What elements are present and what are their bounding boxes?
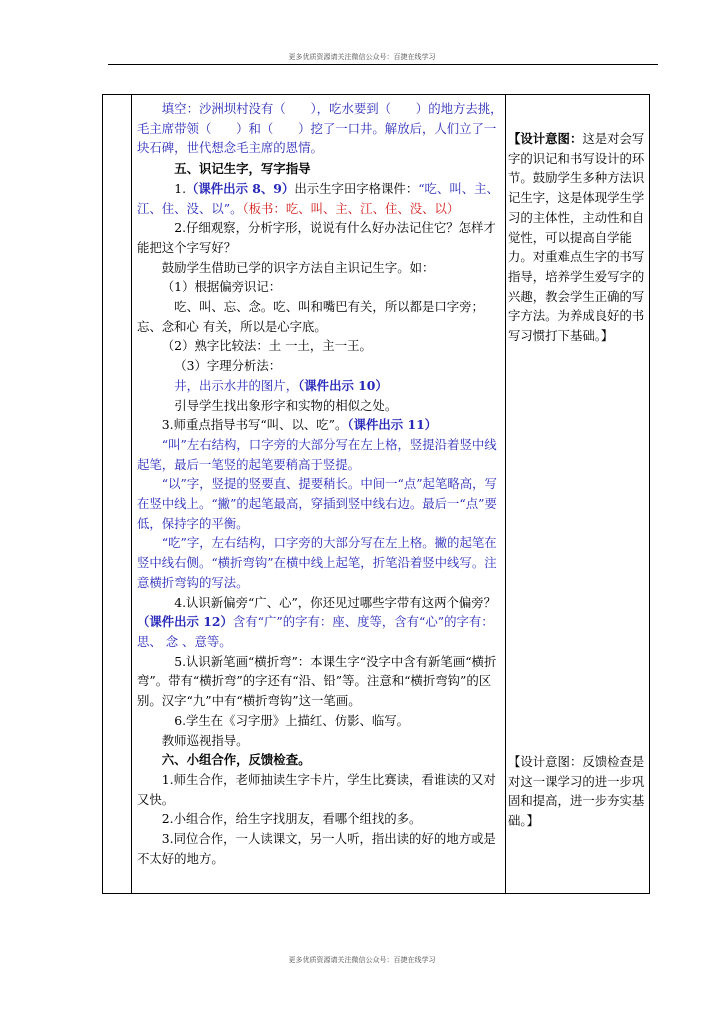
group-work-3: 3.同位合作，一人读课文，另一人听，指出读的好的地方或是不太好的地方。 — [137, 831, 496, 866]
step-1-chars: “吃、叫、主、江、住、没、以”。 — [137, 180, 499, 216]
step-1-board: （板书：吃、叫、主、江、住、没、以） — [242, 200, 460, 216]
writing-guide-yi: “以”字，竖提的竖要直、提要稍长。中间一“点”起笔略高，写在竖中线上。“撇”的起笔最高，穿插到竖中线右边。最后一“点”要 低，保持字的平衡。 — [137, 476, 497, 531]
fill-blank-exercise: 填空：沙洲坝村没有（ ），吃水要到（ ）的地方去挑，毛主席带领（ ）和（ ）挖了一口井。解放后，人们立了一块石碑，世代想念毛主席的恩情。 — [137, 101, 503, 156]
writing-guide-chi: “吃”字，左右结构，口字旁的大部分写在左上格。撇的起笔在竖中线右侧。“横折弯钩”在横中线上起笔，折笔沿着竖中线写。注意横折弯钩的写法。 — [137, 535, 497, 590]
writing-guide-jiao: “叫”左右结构，口字旁的大部分写在左上格，竖提沿着竖中线起笔，最后一笔竖的起笔要稍高于竖提。 — [137, 436, 497, 472]
method-3-courseware: （课件出示 10） — [298, 377, 388, 393]
method-1-title: （1）根据偏旁识记： — [161, 279, 282, 295]
design-intent-note-2-text: 【设计意图：反馈检查是对这一课学习的进一步巩固和提高，进一步夯实基础。】 — [508, 754, 645, 829]
step-3-text: 3.师重点指导书写“叫、以、吃”。 — [161, 417, 348, 433]
method-3-title: （3）字理分析法： — [174, 358, 282, 374]
step-2-encourage: 鼓励学生借助已学的识字方法自主识记生字。如： — [161, 259, 435, 275]
column-divider-left — [131, 95, 132, 893]
page-header: 更多优质资源请关注微信公众号：百捷在线学习 — [288, 53, 436, 61]
group-work-2: 2.小组合作，给生字找朋友，看哪个组找的多。 — [161, 811, 422, 827]
design-intent-label: 【设计意图： — [508, 131, 583, 146]
method-3-text: 井，出示水井的图片， — [174, 377, 299, 393]
section-5-title: 五、识记生字，写字指导 — [174, 161, 311, 177]
page-footer: 更多优质资源请关注微信公众号：百捷在线学习 — [288, 956, 436, 964]
design-intent-note-2 — [508, 752, 650, 831]
method-1-body: 吃、叫、忘、念。吃、叫和嘴巴有关，所以都是口字旁；忘、念和心 有关，所以是心字底。 — [137, 299, 484, 334]
step-4 — [137, 593, 503, 652]
section-6-title: 六、小组合作，反馈检查。 — [161, 752, 311, 768]
step-1 — [137, 179, 503, 218]
step-4-courseware: （课件出示 12） — [137, 614, 233, 630]
method-3-guide: 引导学生找出象形字和实物的相似之处。 — [174, 397, 398, 413]
column-divider-right — [505, 95, 506, 893]
main-content-cell — [137, 99, 503, 868]
step-2: 2.仔细观察，分析字形，说说有什么好办法记住它？怎样才能把这个字写好？ — [137, 220, 496, 255]
design-intent-note-1 — [508, 129, 650, 346]
step-6: 6.学生在《习字册》上描红、仿影、临写。 — [174, 712, 410, 728]
group-work-1: 1.师生合作，老师抽读生字卡片，学生比赛读，看谁读的又对又快。 — [137, 771, 496, 807]
method-2-title: （2）熟字比较法：土 一土，主一王。 — [161, 338, 372, 354]
step-6-teacher: 教师巡视指导。 — [161, 732, 249, 748]
step-3-courseware: （课件出示 11） — [347, 417, 438, 433]
step-1-courseware: （课件出示 8、9） — [186, 180, 295, 196]
step-4-question: 4.认识新偏旁“广、心”，你还见过哪些字带有这两个偏旁？ — [174, 594, 497, 610]
step-3 — [137, 415, 503, 435]
method-3-body — [137, 376, 503, 396]
step-1-number: 1. — [174, 180, 187, 196]
design-intent-body: 这是对会写字的识记和书写设计的环节。鼓励学生多种方法识记生字，这是体现学生学习的主体性，主动性和自觉性，可以提高自学能力。对重难点生字的书写指导，培养学生爱写字的兴趣，教会学生正确的写字方法。为养成良好的书写习惯打下基础。】 — [508, 131, 645, 344]
lesson-table — [102, 94, 650, 894]
step-4-answer: 含有“广”的字有：座、度等，含有“心”的字有：思、 念 、意等。 — [137, 614, 494, 649]
step-1-text: 出示生字田字格课件： — [294, 180, 419, 196]
header-divider — [108, 64, 658, 65]
step-5: 5.认识新笔画“横折弯”：本课生字“没字中含有新笔画“横折弯”。带有“横折弯”的字还有“沿、铅”等。注意和“横折弯钩”的区别。汉字“九”中有“横折弯钩”这一笔画。 — [137, 653, 497, 709]
